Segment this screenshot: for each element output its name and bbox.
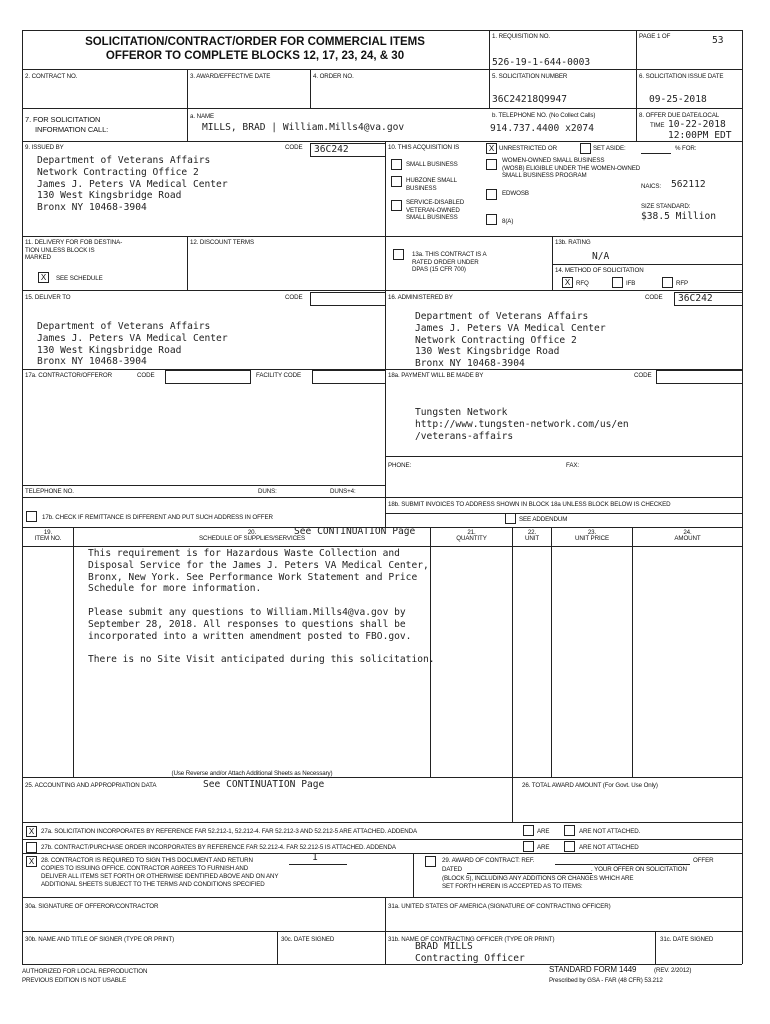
fax-label: FAX: — [566, 462, 580, 469]
rule — [187, 236, 188, 290]
rule — [73, 527, 74, 777]
rule — [552, 236, 553, 290]
rating-value: N/A — [592, 251, 610, 262]
27a-label: 27a. SOLICITATION INCORPORATES BY REFERENCE FAR 52.212-1, 52.212-4. FAR 52.212-3 AND 52.212-5 ARE ATTACHED. ADDENDA — [41, 828, 418, 835]
contractor-code-label: CODE — [137, 372, 155, 379]
31b-label: 31b. NAME OF CONTRACTING OFFICER (TYPE OR PRINT) — [388, 936, 555, 943]
rule — [22, 822, 742, 823]
telephone-no-label: TELEPHONE NO. — [25, 488, 74, 495]
29-checkbox[interactable] — [425, 856, 436, 867]
27b-are-not-checkbox[interactable] — [564, 841, 575, 852]
27b-are-label: ARE — [537, 844, 550, 851]
contact-name-value: MILLS, BRAD | William.Mills4@va.gov — [202, 122, 405, 133]
pct-for-label: % FOR: — [675, 145, 697, 152]
rule — [22, 497, 742, 498]
rule — [385, 141, 386, 527]
edwosb-label: EDWOSB — [502, 190, 529, 197]
rule — [22, 236, 742, 237]
discount-terms-label: 12. DISCOUNT TERMS — [190, 239, 254, 246]
col-24-header: AMOUNT — [674, 535, 701, 542]
rule — [22, 108, 742, 109]
offer-due-time: 12:00PM EDT — [668, 130, 732, 141]
solicitation-number-value: 36C24218Q9947 — [492, 94, 568, 105]
rule — [22, 69, 742, 70]
rule — [22, 546, 742, 547]
unrestricted-label: UNRESTRICTED OR — [499, 145, 557, 152]
col-21-number: 21. — [467, 529, 476, 536]
unrestricted-checkbox[interactable]: X — [486, 143, 497, 154]
rule — [22, 141, 742, 142]
rule — [512, 777, 513, 822]
administered-by-code: 36C242 — [678, 293, 713, 304]
rule — [551, 527, 552, 777]
set-aside-checkbox[interactable] — [580, 143, 591, 154]
footer-revision: (REV. 2/2012) — [654, 967, 692, 974]
31b-value: BRAD MILLS Contracting Officer — [415, 941, 525, 964]
small-business-label: SMALL BUSINESS — [406, 161, 458, 168]
contractor-code-box — [165, 370, 251, 384]
rfq-label: RFQ — [576, 280, 589, 287]
payment-label: 18a. PAYMENT WILL BE MADE BY — [388, 372, 484, 379]
27a-checkbox[interactable]: X — [26, 826, 37, 837]
eight-a-label: 8(A) — [502, 218, 514, 225]
col-20-note: See CONTINUATION Page — [294, 526, 416, 537]
rule — [22, 853, 742, 854]
offer-due-label: 8. OFFER DUE DATE/LOCAL — [639, 112, 720, 119]
ifb-label: IFB — [626, 280, 636, 287]
rated-order-checkbox[interactable] — [393, 249, 404, 260]
set-aside-label: SET ASIDE: — [593, 145, 626, 152]
30c-label: 30c. DATE SIGNED — [281, 936, 335, 943]
size-standard-value: $38.5 Million — [641, 211, 717, 222]
issued-by-code-label: CODE — [285, 144, 303, 151]
rule — [385, 513, 742, 514]
facility-code-box — [312, 370, 386, 384]
rule — [277, 931, 278, 964]
col-23-number: 23. — [587, 529, 597, 536]
footer-form-name: STANDARD FORM 1449 — [549, 965, 637, 974]
27a-are-not-label: ARE NOT ATTACHED. — [579, 828, 641, 835]
page-label: PAGE 1 OF — [639, 33, 671, 40]
delivery-fob-label: 11. DELIVERY FOR FOB DESTINA- TION UNLESS BLOCK IS MARKED — [25, 239, 123, 261]
hubzone-label: HUBZONE SMALL BUSINESS — [406, 177, 457, 192]
rule — [187, 108, 188, 141]
col-19-header: ITEM NO. — [34, 535, 62, 542]
footer-authorized: AUTHORIZED FOR LOCAL REPRODUCTION — [22, 968, 148, 975]
facility-code-label: FACILITY CODE — [256, 372, 302, 379]
sdvosb-label: SERVICE-DISABLED VETERAN-OWNED SMALL BUSINESS — [406, 199, 465, 221]
wosb-label: WOMEN-OWNED SMALL BUSINESS (WOSB) ELIGIBLE UNDER THE WOMEN-OWNED SMALL BUSINESS PROGRAM — [502, 157, 641, 179]
27b-are-checkbox[interactable] — [523, 841, 534, 852]
rule — [552, 264, 742, 265]
remittance-checkbox[interactable] — [26, 511, 37, 522]
deliver-to-code-box — [310, 292, 386, 306]
contractor-label: 17a. CONTRACTOR/OFFEROR — [25, 372, 112, 379]
rule — [742, 30, 743, 964]
size-standard-label: SIZE STANDARD: — [641, 203, 691, 210]
contract-no-label: 2. CONTRACT NO. — [25, 73, 78, 80]
issued-by-label: 9. ISSUED BY — [25, 144, 64, 151]
copies-value: 1 — [312, 852, 318, 863]
copies-line — [289, 864, 347, 865]
issue-date-label: 6. SOLICITATION ISSUE DATE — [639, 73, 724, 80]
29-line1: 29. AWARD OF CONTRACT: REF. — [442, 857, 535, 864]
offer-time-label: TIME — [650, 122, 665, 129]
27b-label: 27b. CONTRACT/PURCHASE ORDER INCORPORATES BY REFERENCE FAR 52.212-4. FAR 52.212-5 IS ATTACHED. ADDENDA — [41, 844, 396, 851]
col-22-header: UNIT — [524, 535, 540, 542]
rule — [413, 853, 414, 897]
addendum-checkbox[interactable] — [505, 513, 516, 524]
col-21-header: QUANTITY — [456, 535, 487, 542]
rule — [22, 839, 742, 840]
requisition-value: 526-19-1-644-0003 — [492, 57, 591, 68]
naics-value: 562112 — [671, 179, 706, 190]
footer-previous-edition: PREVIOUS EDITION IS NOT USABLE — [22, 977, 127, 984]
acquisition-label: 10. THIS ACQUISITION IS — [388, 144, 460, 151]
solicitation-number-label: 5. SOLICITATION NUMBER — [492, 73, 568, 80]
deliver-to-label: 15. DELIVER TO — [25, 294, 71, 301]
administered-by-address: Department of Veterans Affairs James J. Peters VA Medical Center Network Contracting Office 2 130 West Kingsbridge Road Bronx NY 10468-3904 — [415, 311, 606, 370]
29-offer: OFFER — [693, 857, 714, 864]
see-schedule-checkbox[interactable]: X — [38, 272, 49, 283]
payment-code-box — [656, 370, 743, 384]
rule — [512, 527, 513, 777]
method-label: 14. METHOD OF SOLICITATION — [555, 267, 644, 274]
rule — [636, 30, 637, 141]
form-title-line1: SOLICITATION/CONTRACT/ORDER FOR COMMERCIAL ITEMS — [85, 36, 425, 48]
28-checkbox[interactable]: X — [26, 856, 37, 867]
phone-label: PHONE: — [388, 462, 412, 469]
30b-label: 30b. NAME AND TITLE OF SIGNER (TYPE OR PRINT) — [25, 936, 175, 943]
rule — [22, 30, 742, 31]
payment-address: Tungsten Network http://www.tungsten-network.com/us/en /veterans-affairs — [415, 407, 629, 442]
payment-code-label: CODE — [634, 372, 652, 379]
telephone-label: b. TELEPHONE NO. (No Collect Calls) — [492, 112, 596, 119]
31c-label: 31c. DATE SIGNED — [660, 936, 714, 943]
administered-by-label: 16. ADMINISTERED BY — [388, 294, 453, 301]
hubzone-checkbox[interactable] — [391, 176, 402, 187]
deliver-to-code-label: CODE — [285, 294, 303, 301]
telephone-value: 914.737.4400 x2074 — [490, 123, 594, 134]
col-22-number: 22. — [527, 529, 537, 536]
ifb-checkbox[interactable] — [612, 277, 623, 288]
col-20-number: 20. — [247, 529, 257, 536]
29-dated: DATED — [442, 866, 463, 873]
administered-by-code-label: CODE — [645, 294, 663, 301]
rule — [22, 485, 385, 486]
remittance-label: 17b. CHECK IF REMITTANCE IS DIFFERENT AND PUT SUCH ADDRESS IN OFFER — [42, 514, 273, 521]
rule — [632, 527, 633, 777]
29-dated-line — [467, 873, 592, 874]
order-no-label: 4. ORDER NO. — [313, 73, 354, 80]
see-addendum-label: SEE ADDENDUM — [519, 516, 568, 523]
info-call-label2: INFORMATION CALL: — [35, 125, 109, 134]
requisition-label: 1. REQUISITION NO. — [492, 33, 551, 40]
form-title-line2: OFFEROR TO COMPLETE BLOCKS 12, 17, 23, 24, & 30 — [105, 50, 405, 62]
page-total: 53 — [712, 35, 724, 46]
deliver-to-address: Department of Veterans Affairs James J. Peters VA Medical Center 130 West Kingsbridge Road Bronx NY 10468-3904 — [37, 321, 228, 368]
27a-are-not-checkbox[interactable] — [564, 825, 575, 836]
accounting-value: See CONTINUATION Page — [203, 779, 325, 790]
name-label: a. NAME — [190, 113, 215, 120]
29-your-offer: . YOUR OFFER ON SOLICITATION — [591, 866, 687, 873]
rule — [22, 30, 23, 964]
sdvosb-checkbox[interactable] — [391, 200, 402, 211]
reverse-note: (Use Reverse and/or Attach Additional Sheets as Necessary) — [171, 770, 333, 777]
rule — [22, 931, 742, 932]
27a-are-label: ARE — [537, 828, 550, 835]
small-business-checkbox[interactable] — [391, 159, 402, 170]
wosb-checkbox[interactable] — [486, 159, 497, 170]
issued-by-code: 36C242 — [314, 144, 349, 155]
col-19-number: 19. — [43, 529, 53, 536]
issue-date-value: 09-25-2018 — [649, 94, 707, 105]
info-call-label: 7. FOR SOLICITATION — [25, 115, 101, 124]
29-ref-line — [555, 864, 690, 865]
rfp-checkbox[interactable] — [662, 277, 673, 288]
naics-label: NAICS: — [641, 183, 662, 190]
eight-a-checkbox[interactable] — [486, 214, 497, 225]
28-text: 28. CONTRACTOR IS REQUIRED TO SIGN THIS DOCUMENT AND RETURN COPIES TO ISSUING OFFICE. CONTRACTOR AGREES TO FURNISH AND DELIVER ALL ITEMS SET FORTH OR OTHERWISE IDENTIFIED ABOVE AND ON ANY ADDITIONAL SHEETS SUBJECT TO THE TERMS AND CONDITIONS SPECIFIED — [41, 857, 279, 888]
31a-label: 31a. UNITED STATES OF AMERICA (SIGNATURE OF CONTRACTING OFFICER) — [388, 903, 611, 910]
issued-by-address: Department of Veterans Affairs Network Contracting Office 2 James J. Peters VA Medical Center 130 West Kingsbridge Road Bronx NY 10468-3904 — [37, 155, 228, 214]
see-schedule-label: SEE SCHEDULE — [56, 275, 103, 282]
27a-are-checkbox[interactable] — [523, 825, 534, 836]
29-line4: SET FORTH HEREIN IS ACCEPTED AS TO ITEMS: — [442, 883, 583, 890]
schedule-description: This requirement is for Hazardous Waste Collection and Disposal Service for the James J. Peters VA Medical Center, Bronx, New York. See Performance Work Statement and Price Schedule for more information. Please submit any questions to William.Mills4@va.gov by September 28, 2018. All responses to questions shall be incorporated into a written amendment posted to FBO.gov. There is no Site Visit anticipated during this solicitation. — [88, 548, 435, 666]
29-line3: (BLOCK 5), INCLUDING ANY ADDITIONS OR CHANGES WHICH ARE — [442, 875, 634, 882]
30a-label: 30a. SIGNATURE OF OFFEROR/CONTRACTOR — [25, 903, 159, 910]
27b-checkbox[interactable] — [26, 842, 37, 853]
rfq-checkbox[interactable]: X — [562, 277, 573, 288]
rule — [489, 30, 490, 108]
rule — [385, 456, 742, 457]
duns-label: DUNS: — [258, 488, 277, 495]
accounting-label: 25. ACCOUNTING AND APPROPRIATION DATA — [25, 782, 157, 789]
rule — [655, 931, 656, 964]
rated-order-label: 13a. THIS CONTRACT IS A RATED ORDER UNDER DPAS (15 CFR 700) — [412, 251, 487, 273]
27b-are-not-label: ARE NOT ATTACHED — [579, 844, 639, 851]
set-aside-pct-line — [641, 153, 671, 154]
rule — [187, 69, 188, 108]
rule — [310, 69, 311, 108]
total-award-label: 26. TOTAL AWARD AMOUNT (For Govt. Use Only) — [522, 782, 658, 789]
col-23-header: UNIT PRICE — [575, 535, 609, 542]
offer-due-date: 10-22-2018 — [668, 119, 726, 130]
edwosb-checkbox[interactable] — [486, 189, 497, 200]
award-date-label: 3. AWARD/EFFECTIVE DATE — [190, 73, 271, 80]
rule — [22, 897, 742, 898]
rule — [385, 897, 386, 964]
footer-prescribed: Prescribed by GSA - FAR (48 CFR) 53.212 — [549, 977, 663, 984]
col-24-number: 24. — [683, 529, 692, 536]
rfp-label: RFP — [676, 280, 689, 287]
col-20-header: SCHEDULE OF SUPPLIES/SERVICES — [199, 535, 305, 542]
rating-label: 13b. RATING — [555, 239, 591, 246]
duns4-label: DUNS+4: — [330, 488, 356, 495]
rule — [22, 290, 742, 291]
submit-invoices-label: 18b. SUBMIT INVOICES TO ADDRESS SHOWN IN BLOCK 18a UNLESS BLOCK BELOW IS CHECKED — [388, 501, 671, 508]
